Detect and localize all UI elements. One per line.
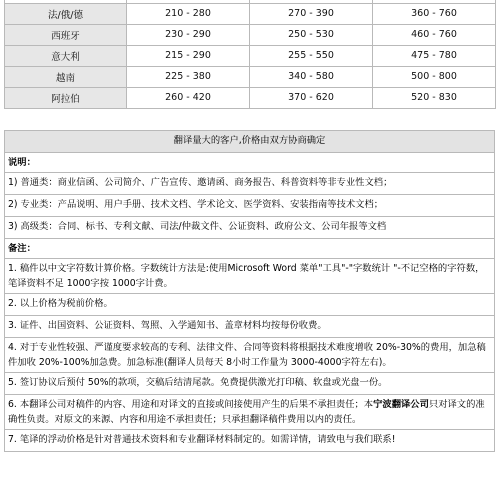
remark-item <box>5 394 495 429</box>
price-cell: 225 - 380 <box>127 66 250 87</box>
price-cell: 520 - 830 <box>373 87 496 108</box>
table-row <box>5 194 495 216</box>
table-row <box>5 372 495 394</box>
table-row <box>5 337 495 372</box>
table-row <box>5 172 495 194</box>
lang-cell: 西班牙 <box>5 24 127 45</box>
price-cell: 215 - 290 <box>127 45 250 66</box>
explain-title: 说明： <box>5 152 495 172</box>
price-cell: 260 - 420 <box>127 87 250 108</box>
explain-item: 1) 普通类：商业信函、公司简介、广告宣传、邀请函、商务报告、科普资料等非专业性文档； <box>5 172 495 194</box>
table-row <box>5 293 495 315</box>
price-cell: 230 - 290 <box>127 24 250 45</box>
explain-item: 2) 专业类：产品说明、用户手册、技术文档、学术论文、医学资料、安装指南等技术文档； <box>5 194 495 216</box>
lang-cell: 阿拉伯 <box>5 87 127 108</box>
remark-text: 6. 本翻译公司对稿件的内容、用途和对译文的直接或间接使用产生的后果不承担责任；本 <box>8 398 374 410</box>
price-cell: 475 - 780 <box>373 45 496 66</box>
table-row <box>5 45 496 66</box>
table-row <box>5 130 495 152</box>
remark-item: 3. 证件、出国资料、公证资料、驾照、入学通知书、盖章材料均按每份收费。 <box>5 315 495 337</box>
notes-header: 翻译量大的客户,价格由双方协商确定 <box>5 130 495 152</box>
price-cell: 255 - 550 <box>250 45 373 66</box>
notes-table <box>4 130 495 452</box>
table-row <box>5 429 495 451</box>
lang-cell: 越南 <box>5 66 127 87</box>
remark-item: 5. 签订协议后预付 50%的款项，交稿后结清尾款。免费提供激光打印稿、软盘或光盘一份。 <box>5 372 495 394</box>
spacer <box>4 109 495 130</box>
remark-item: 4. 对于专业性较强、严谨度要求较高的专利、法律文件、合同等资料将根据技术难度增收 20%-30%的费用，加急稿件加收 20%-100%加急费。加急标准(翻译人员每天 8小时工作量为 3000-4000字符左右)。 <box>5 337 495 372</box>
price-cell: 210 - 280 <box>127 3 250 24</box>
remark-text: 只对译文的准确性负责。对原文的来源、内容和用途不承担责任；只承担翻译稿件费用以内的责任。 <box>8 398 485 425</box>
explain-item: 3) 高级类：合同、标书、专利文献、司法/仲裁文件、公证资料、政府公文、公司年报等文档 <box>5 216 495 238</box>
table-row <box>5 238 495 258</box>
page <box>4 0 495 452</box>
table-row <box>5 24 496 45</box>
remark-title: 备注： <box>5 238 495 258</box>
table-row <box>5 66 496 87</box>
remark-item: 2. 以上价格为税前价格。 <box>5 293 495 315</box>
lang-cell: 意大利 <box>5 45 127 66</box>
price-cell: 340 - 580 <box>250 66 373 87</box>
price-table <box>4 0 496 109</box>
price-cell: 500 - 800 <box>373 66 496 87</box>
table-row <box>5 87 496 108</box>
remark-item: 7. 笔译的浮动价格是针对普通技术资料和专业翻译材料制定的。如需详情，请致电与我们联系! <box>5 429 495 451</box>
table-row <box>5 315 495 337</box>
table-row <box>5 3 496 24</box>
table-row <box>5 152 495 172</box>
remark-item: 1. 稿件以中文字符数计算价格。字数统计方法是:使用Microsoft Word 菜单"工具"-"字数统计 "-不记空格的字符数，笔译资料不足 1000字按 1000字计费。 <box>5 258 495 293</box>
price-cell: 460 - 760 <box>373 24 496 45</box>
table-row <box>5 258 495 293</box>
table-row <box>5 216 495 238</box>
price-cell: 250 - 530 <box>250 24 373 45</box>
company-name: 宁波翻译公司 <box>373 398 429 410</box>
price-cell: 270 - 390 <box>250 3 373 24</box>
table-row <box>5 394 495 429</box>
price-cell: 370 - 620 <box>250 87 373 108</box>
price-cell: 360 - 760 <box>373 3 496 24</box>
lang-cell: 法/俄/德 <box>5 3 127 24</box>
